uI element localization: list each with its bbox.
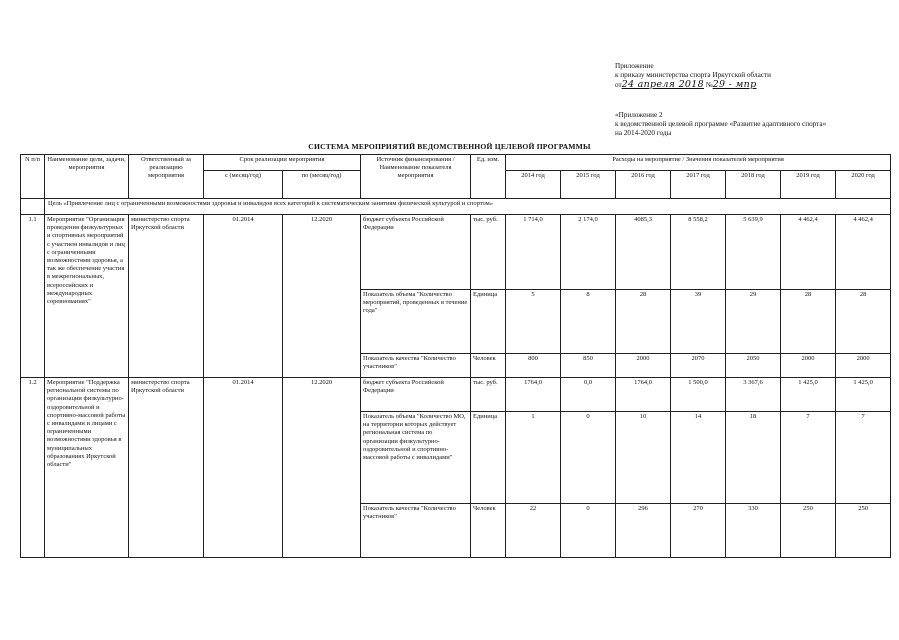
year-header: 2019 год xyxy=(781,171,836,199)
item-name: Мероприятие "Организация проведения физкультурных и спортивных мероприятий с участием инвалидов и лиц с ограниченными возможностями здоровья, а так же обеспечение участия в межрегиональных, всероссийских и международных соревнованиях" xyxy=(45,215,129,378)
value-cell: 28 xyxy=(616,290,671,354)
value-cell: 296 xyxy=(616,504,671,558)
year-header: 2018 год xyxy=(726,171,781,199)
row-source: Показатель объема "Количество МО, на территории которых действует региональная система по организации физкультурно-оздоровительной и спортивно-массовой работы с инвалидами" xyxy=(361,412,471,504)
row-unit: Человек xyxy=(471,504,506,558)
value-cell: 1 714,0 xyxy=(506,215,561,290)
value-cell: 29 xyxy=(726,290,781,354)
appendix-header xyxy=(615,62,771,90)
item-responsible: министерство спорта Иркутской области xyxy=(129,215,204,378)
value-cell: 250 xyxy=(781,504,836,558)
row-source: Показатель качества "Количество участников" xyxy=(361,354,471,378)
item-name: Мероприятие "Поддержка региональной системы по организации физкультурно-оздоровительной и спортивно-массовой работы с инвалидами и лицами с ограниченными возможностями здоровья в муниципальных образованиях Иркутской области" xyxy=(45,378,129,558)
item-to: 12.2020 xyxy=(283,215,361,378)
value-cell: 2000 xyxy=(781,354,836,378)
header-row xyxy=(21,155,891,171)
table-row xyxy=(21,215,891,290)
col-header-name: Наименование цели, задачи, мероприятия xyxy=(45,155,129,199)
value-cell: 2070 xyxy=(671,354,726,378)
value-cell: 1 500,0 xyxy=(671,378,726,412)
value-cell: 800 xyxy=(506,354,561,378)
row-source: бюджет субъекта Российской Федерации xyxy=(361,215,471,290)
row-source: Показатель объема "Количество мероприятий, проведенных в течение года" xyxy=(361,290,471,354)
item-num: 1.2 xyxy=(21,378,45,558)
value-cell: 1 xyxy=(506,412,561,504)
value-cell: 850 xyxy=(561,354,616,378)
col-header-num: N п/п xyxy=(21,155,45,199)
item-from: 01.2014 xyxy=(204,378,283,558)
col-header-to: по (месяц/год) xyxy=(283,171,361,199)
year-header: 2015 год xyxy=(561,171,616,199)
activities-table xyxy=(20,154,891,558)
col-header-source: Источник финансирования / Наименование показателя мероприятия xyxy=(361,155,471,199)
value-cell: 2050 xyxy=(726,354,781,378)
value-cell: 28 xyxy=(781,290,836,354)
value-cell: 0,0 xyxy=(561,378,616,412)
appendix-2-label: «Приложение 2 xyxy=(615,111,663,119)
handwritten-date: 24 апреля 2018 xyxy=(621,79,704,90)
date-prefix: от xyxy=(615,81,622,89)
goal-row xyxy=(21,199,891,215)
value-cell: 2000 xyxy=(616,354,671,378)
row-source: Показатель качества "Количество участников" xyxy=(361,504,471,558)
value-cell: 10 xyxy=(616,412,671,504)
item-from: 01.2014 xyxy=(204,215,283,378)
value-cell: 2000 xyxy=(836,354,891,378)
number-sign: № xyxy=(705,81,713,89)
handwritten-number: 29 - мпр xyxy=(712,79,757,90)
row-unit: Человек xyxy=(471,354,506,378)
item-num: 1.1 xyxy=(21,215,45,378)
year-header: 2017 год xyxy=(671,171,726,199)
value-cell: 4 462,4 xyxy=(781,215,836,290)
value-cell: 4 462,4 xyxy=(836,215,891,290)
value-cell: 5 639,9 xyxy=(726,215,781,290)
value-cell: 2 174,0 xyxy=(561,215,616,290)
value-cell: 7 xyxy=(836,412,891,504)
value-cell: 22 xyxy=(506,504,561,558)
value-cell: 270 xyxy=(671,504,726,558)
value-cell: 18 xyxy=(726,412,781,504)
value-cell: 1 425,0 xyxy=(836,378,891,412)
row-unit: Единица xyxy=(471,412,506,504)
value-cell: 8 558,2 xyxy=(671,215,726,290)
value-cell: 1 425,0 xyxy=(781,378,836,412)
value-cell: 5 xyxy=(506,290,561,354)
year-header: 2020 год xyxy=(836,171,891,199)
program-reference: к ведомственной целевой программе «Развитие адаптивного спорта» xyxy=(615,120,827,128)
item-to: 12.2020 xyxy=(283,378,361,558)
value-cell: 0 xyxy=(561,412,616,504)
value-cell: 1764,0 xyxy=(506,378,561,412)
program-years: на 2014-2020 годы xyxy=(615,129,672,137)
document-title: СИСТЕМА МЕРОПРИЯТИЙ ВЕДОМСТВЕННОЙ ЦЕЛЕВОЙ ПРОГРАММЫ xyxy=(308,142,591,151)
value-cell: 14 xyxy=(671,412,726,504)
table-row xyxy=(21,378,891,412)
value-cell: 3 367,6 xyxy=(726,378,781,412)
item-responsible: министерство спорта Иркутской области xyxy=(129,378,204,558)
value-cell: 330 xyxy=(726,504,781,558)
value-cell: 250 xyxy=(836,504,891,558)
value-cell: 28 xyxy=(836,290,891,354)
row-unit: тыс. руб. xyxy=(471,378,506,412)
value-cell: 7 xyxy=(781,412,836,504)
value-cell: 8 xyxy=(561,290,616,354)
col-header-unit: Ед. изм. xyxy=(471,155,506,199)
col-header-period: Срок реализации мероприятия xyxy=(204,155,361,171)
goal-num-cell xyxy=(21,199,45,215)
year-header: 2016 год xyxy=(616,171,671,199)
year-header: 2014 год xyxy=(506,171,561,199)
signature-line xyxy=(615,80,771,90)
row-source: бюджет субъекта Российской Федерации xyxy=(361,378,471,412)
order-reference: к приказу министерства спорта Иркутской области xyxy=(615,71,771,79)
value-cell: 1764,0 xyxy=(616,378,671,412)
goal-text: Цель «Привлечение лиц с ограниченными возможностями здоровья и инвалидов всех категорий к систематическим занятиям физической культурой и спортом» xyxy=(45,199,891,215)
col-header-from: с (месяц/год) xyxy=(204,171,283,199)
value-cell: 0 xyxy=(561,504,616,558)
row-unit: тыс. руб. xyxy=(471,215,506,290)
program-appendix-header xyxy=(615,111,826,138)
col-header-expenses: Расходы на мероприятие / Значения показателей мероприятия xyxy=(506,155,891,171)
col-header-responsible: Ответственный за реализацию мероприятия xyxy=(129,155,204,199)
row-unit: Единица xyxy=(471,290,506,354)
value-cell: 39 xyxy=(671,290,726,354)
value-cell: 4085,3 xyxy=(616,215,671,290)
appendix-label: Приложение xyxy=(615,62,654,70)
